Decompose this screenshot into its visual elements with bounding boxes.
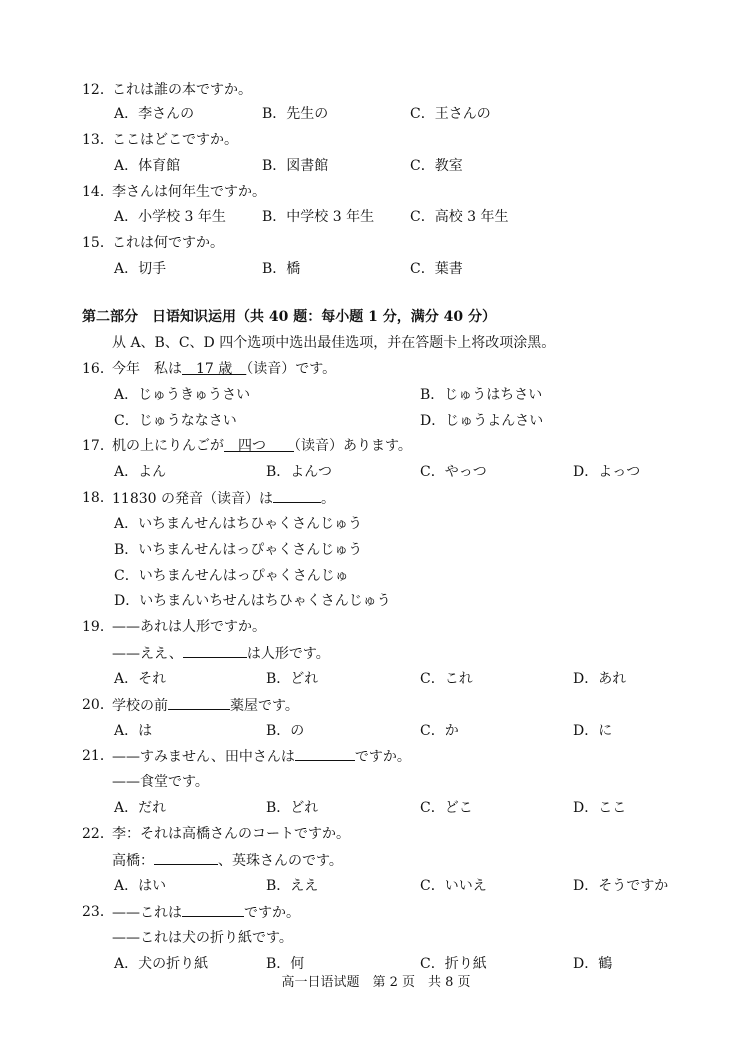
option-a: A．小学校 3 年生 — [114, 209, 226, 225]
option-d: D．あれ — [573, 671, 627, 687]
option-d: D．鶴 — [573, 956, 613, 972]
answer-blank — [182, 902, 244, 917]
option-c: C．やっつ — [420, 464, 487, 480]
question-number: 15． — [82, 235, 114, 251]
dialogue-line-1 — [112, 746, 411, 767]
option-b: B．いちまんせんはっぴゃくさんじゅう — [114, 542, 363, 558]
option-b: B．よんつ — [266, 464, 333, 480]
option-c: C．葉書 — [410, 261, 463, 277]
dialogue-line-2 — [112, 643, 330, 664]
option-c: C．いちまんせんはっぴゃくさんじゅ — [114, 568, 349, 584]
dialogue-text-pre: ——ええ、 — [112, 646, 183, 662]
question-text — [112, 436, 412, 456]
question-number: 18． — [82, 490, 114, 506]
option-a: A．は — [114, 723, 153, 739]
dialogue-text-post: は人形です。 — [246, 646, 330, 662]
option-a: A．いちまんせんはちひゃくさんじゅう — [114, 516, 363, 532]
question-number: 19． — [82, 619, 114, 635]
option-d: D．よっつ — [573, 464, 641, 480]
option-a: A．よん — [114, 464, 167, 480]
option-c: C．じゅうななさい — [114, 413, 237, 429]
option-b: B．図書館 — [262, 158, 329, 174]
question-text: 李さんは何年生ですか。 — [112, 184, 266, 200]
dialogue-line-1: ——あれは人形ですか。 — [112, 619, 266, 635]
option-b: B．何 — [266, 956, 305, 972]
section-title: 第二部分 日语知识运用（共 40 题：每小题 1 分，满分 40 分） — [82, 309, 496, 325]
question-text-pre: 机の上にりんごが — [112, 438, 224, 454]
answer-blank — [168, 695, 230, 710]
question-text: ここはどこですか。 — [112, 132, 238, 148]
dialogue-text-post: ですか。 — [354, 749, 411, 765]
option-b: B．の — [266, 723, 305, 739]
question-text-pre: 11830 の発音（读音）は — [112, 491, 273, 507]
dialogue-text-pre: 高橋： — [112, 853, 154, 869]
question-text-pre: 今年 私は — [112, 361, 182, 377]
dialogue-line-1 — [112, 902, 300, 923]
option-a: A．だれ — [114, 800, 167, 816]
question-number: 13． — [82, 132, 114, 148]
option-b: B．先生の — [262, 106, 329, 122]
dialogue-text-post: 、英珠さんのです。 — [218, 853, 343, 869]
dialogue-text-pre: ——すみません、田中さんは — [112, 749, 295, 765]
question-text: これは何ですか。 — [112, 235, 224, 251]
option-c: C．どこ — [420, 800, 473, 816]
option-c: C．折り紙 — [420, 956, 487, 972]
answer-blank — [183, 643, 247, 658]
option-a: A．体育館 — [114, 158, 181, 174]
option-d: D．そうですか — [573, 878, 669, 894]
option-d: D．ここ — [573, 800, 627, 816]
option-b: B．中学校 3 年生 — [262, 209, 375, 225]
question-text-post: 薬屋です。 — [230, 698, 299, 714]
underlined-word: 17 歳 — [182, 361, 247, 377]
option-c: C．教室 — [410, 158, 463, 174]
question-number: 20． — [82, 697, 114, 713]
question-text: これは誰の本ですか。 — [112, 82, 252, 98]
dialogue-text-pre: ——これは — [112, 905, 182, 921]
option-d: D．に — [573, 723, 613, 739]
option-c: C．いいえ — [420, 878, 487, 894]
option-a: A．じゅうきゅうさい — [114, 387, 251, 403]
question-text — [112, 359, 336, 379]
option-a: A．李さんの — [114, 106, 195, 122]
question-number: 23． — [82, 904, 114, 920]
option-a: A．それ — [114, 671, 167, 687]
question-number: 14． — [82, 184, 114, 200]
question-text — [112, 695, 299, 716]
question-text-post: （读音）です。 — [246, 361, 337, 377]
question-text — [112, 488, 335, 509]
option-c: C．か — [420, 723, 459, 739]
dialogue-text-post: ですか。 — [244, 905, 300, 921]
question-number: 12． — [82, 82, 114, 98]
question-number: 17． — [82, 438, 114, 454]
underlined-word: 四つ — [224, 438, 294, 454]
option-b: B．どれ — [266, 671, 319, 687]
question-text-post: （读音）あります。 — [294, 438, 412, 454]
answer-blank — [295, 746, 355, 761]
option-d: D．じゅうよんさい — [420, 413, 544, 429]
question-number: 22． — [82, 826, 114, 842]
option-c: C．高校 3 年生 — [410, 209, 509, 225]
dialogue-line-2: ——これは犬の折り紙です。 — [112, 930, 293, 946]
answer-blank — [154, 850, 218, 865]
answer-blank — [273, 488, 321, 503]
option-c: C．王さんの — [410, 106, 491, 122]
option-c: C．これ — [420, 671, 473, 687]
option-d: D．いちまんいちせんはちひゃくさんじゅう — [114, 593, 391, 609]
question-number: 21． — [82, 748, 114, 764]
question-number: 16． — [82, 361, 114, 377]
option-b: B．ええ — [266, 878, 319, 894]
page-footer: 高一日语试题 第 2 页 共 8 页 — [281, 975, 471, 990]
section-instruction: 从 A、B、C、D 四个选项中选出最佳选项，并在答题卡上将改项涂黑。 — [112, 335, 556, 351]
option-a: A．切手 — [114, 261, 167, 277]
question-text-post: 。 — [321, 491, 335, 507]
option-a: A．犬の折り紙 — [114, 956, 209, 972]
option-b: B．橋 — [262, 261, 301, 277]
option-a: A．はい — [114, 878, 167, 894]
dialogue-line-2 — [112, 850, 343, 871]
option-b: B．じゅうはちさい — [420, 387, 543, 403]
question-text-pre: 学校の前 — [112, 698, 168, 714]
option-b: B．どれ — [266, 800, 319, 816]
dialogue-line-1: 李：それは高橋さんのコートですか。 — [112, 826, 350, 842]
dialogue-line-2: ——食堂です。 — [112, 774, 209, 790]
